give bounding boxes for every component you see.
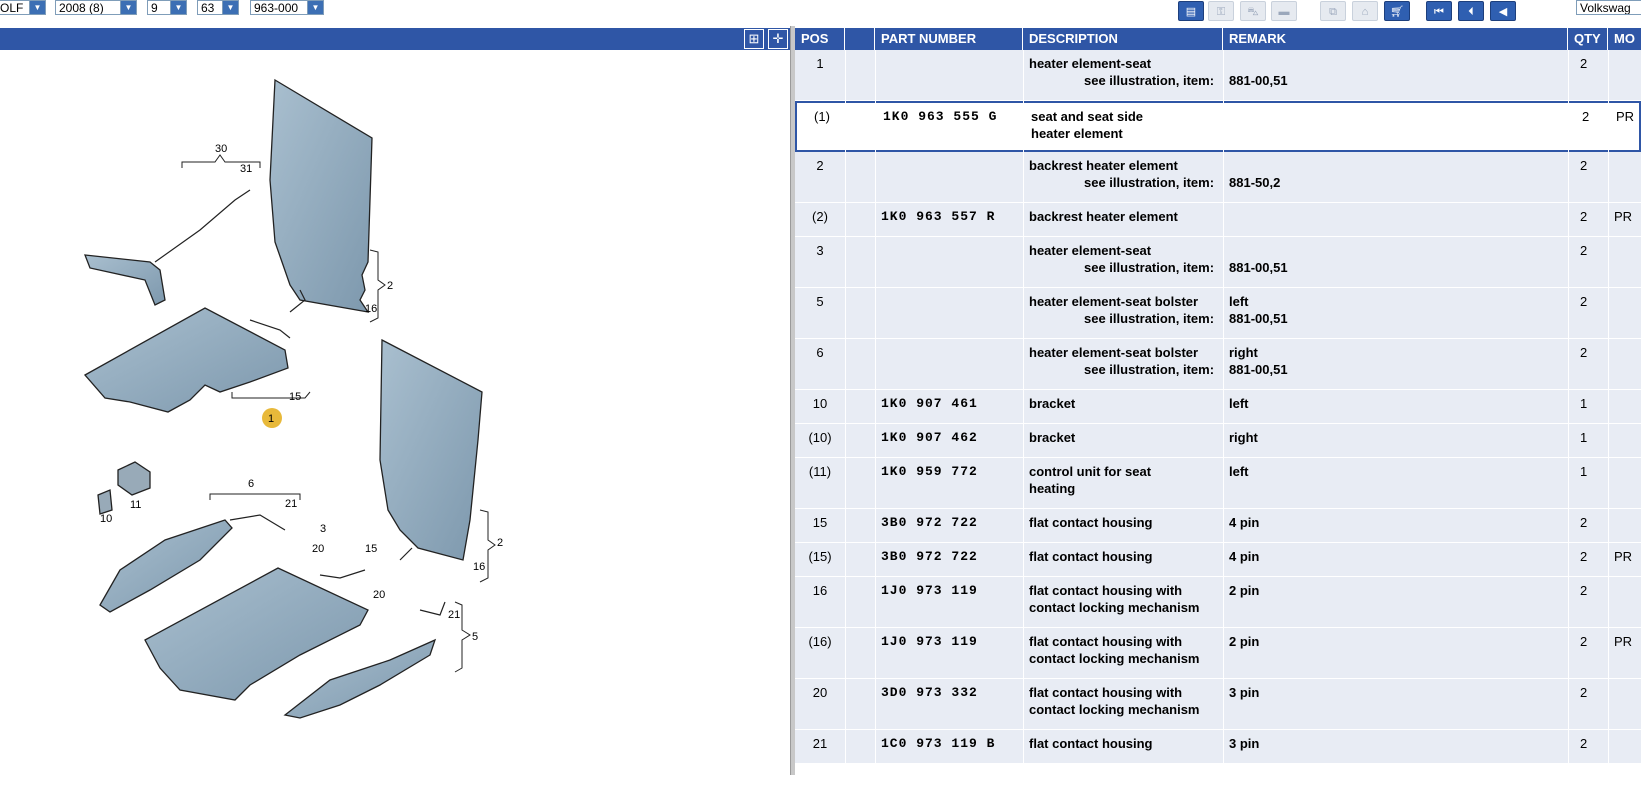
qty-cell: 2 bbox=[1580, 209, 1588, 224]
description-cell bbox=[1023, 684, 1223, 718]
illustration-reference[interactable]: 881-00,51 bbox=[1229, 73, 1288, 88]
table-row[interactable] bbox=[795, 339, 1641, 390]
description-cell bbox=[1023, 157, 1223, 191]
remark-cell bbox=[1223, 242, 1568, 276]
callout-label: 31 bbox=[240, 163, 253, 175]
table-row[interactable] bbox=[795, 203, 1641, 237]
remark-line: right bbox=[1229, 345, 1258, 360]
qty-cell: 2 bbox=[1580, 345, 1588, 360]
seat-bolster-left bbox=[100, 520, 232, 612]
model-cell: PR bbox=[1614, 549, 1633, 564]
part-number-cell: 3D0 973 332 bbox=[881, 685, 978, 700]
description-line-2: contact locking mechanism bbox=[1029, 702, 1200, 717]
remark-line bbox=[1229, 208, 1568, 225]
table-header bbox=[795, 28, 1641, 50]
illustration-select[interactable]: 963-000 ▼ bbox=[250, 0, 324, 15]
qty-cell: 1 bbox=[1580, 396, 1588, 411]
parts-illustration bbox=[0, 50, 790, 775]
description-cell bbox=[1023, 633, 1223, 667]
qty-cell: 2 bbox=[1580, 549, 1588, 564]
see-illustration-text: see illustration, item: bbox=[1084, 73, 1215, 88]
col-model[interactable]: MO bbox=[1614, 31, 1635, 46]
key-button[interactable] bbox=[1208, 1, 1234, 21]
description-line: bracket bbox=[1029, 396, 1076, 411]
illustration-header bbox=[0, 28, 790, 50]
part-number-cell: 3B0 972 722 bbox=[881, 549, 978, 564]
skip-back-icon: ⏴ bbox=[1468, 6, 1474, 18]
col-description[interactable]: DESCRIPTION bbox=[1023, 28, 1223, 50]
remark-cell bbox=[1223, 548, 1568, 565]
description-cell bbox=[1023, 242, 1223, 276]
compare-icon: ⧉ bbox=[1329, 6, 1337, 18]
column-divider bbox=[1023, 50, 1024, 803]
car-icon: ⛍ bbox=[1247, 6, 1259, 18]
see-illustration-text: see illustration, item: bbox=[1084, 362, 1215, 377]
description-line-2: heater element bbox=[1031, 126, 1123, 141]
remark-cell bbox=[1223, 514, 1568, 531]
description-line-2: contact locking mechanism bbox=[1029, 600, 1200, 615]
remark-line bbox=[1229, 242, 1568, 259]
pos-cell: 10 bbox=[812, 396, 828, 411]
table-row[interactable] bbox=[795, 288, 1641, 339]
pos-cell: (10) bbox=[808, 430, 832, 445]
table-row[interactable] bbox=[795, 628, 1641, 679]
qty-cell: 1 bbox=[1580, 430, 1588, 445]
remark-cell bbox=[1223, 157, 1568, 191]
table-row[interactable] bbox=[795, 50, 1641, 101]
callout-label: 20 bbox=[373, 589, 386, 601]
description-line: backrest heater element bbox=[1029, 209, 1178, 224]
model-cell: PR bbox=[1614, 209, 1633, 224]
backrest-heater-panel-2 bbox=[380, 340, 482, 560]
col-qty[interactable]: QTY bbox=[1568, 28, 1608, 50]
remark-cell bbox=[1223, 684, 1568, 701]
vehicle-button[interactable] bbox=[1240, 1, 1266, 21]
pos-cell: (16) bbox=[808, 634, 832, 649]
col-remark[interactable]: REMARK bbox=[1223, 28, 1568, 50]
illustration-reference[interactable]: 881-50,2 bbox=[1229, 175, 1281, 190]
table-row[interactable] bbox=[795, 679, 1641, 730]
description-line: bracket bbox=[1029, 430, 1076, 445]
callout-label: 2 bbox=[497, 537, 504, 549]
callout-label: 2 bbox=[387, 280, 394, 292]
see-illustration-text: see illustration, item: bbox=[1084, 175, 1215, 190]
model-cell: PR bbox=[1614, 634, 1633, 649]
col-blank[interactable] bbox=[845, 28, 875, 50]
see-illustration-text: see illustration, item: bbox=[1084, 311, 1215, 326]
callout-label: 20 bbox=[312, 543, 325, 555]
description-cell bbox=[1023, 582, 1223, 616]
brand-select[interactable]: Volkswag bbox=[1576, 0, 1641, 15]
description-line: heater element-seat bolster bbox=[1029, 345, 1199, 360]
cart-icon: 🛒︎ bbox=[1390, 6, 1404, 18]
toggle-layout-button[interactable] bbox=[744, 29, 764, 49]
illustration-reference[interactable]: 881-00,51 bbox=[1229, 260, 1288, 275]
see-illustration-text: see illustration, item: bbox=[1084, 260, 1215, 275]
table-row[interactable] bbox=[795, 101, 1641, 152]
callout-label: 30 bbox=[215, 143, 228, 155]
description-line: flat contact housing bbox=[1029, 736, 1153, 751]
remark-line: right bbox=[1229, 430, 1258, 445]
key-icon: ⚿ bbox=[1216, 6, 1226, 18]
part-number-cell: 1K0 963 557 R bbox=[881, 209, 996, 224]
description-line: seat and seat side bbox=[1031, 109, 1143, 124]
description-cell bbox=[1023, 548, 1223, 565]
description-line: flat contact housing with bbox=[1029, 634, 1183, 649]
remark-line: 4 pin bbox=[1229, 515, 1260, 530]
home-icon: ⌂ bbox=[1361, 6, 1369, 18]
illustration-reference[interactable]: 881-00,51 bbox=[1229, 311, 1288, 326]
chevron-down-icon: ▼ bbox=[120, 1, 136, 14]
description-cell bbox=[1023, 735, 1223, 752]
description-line: control unit for seat bbox=[1029, 464, 1152, 479]
callout-label: 15 bbox=[289, 391, 302, 403]
description-line: backrest heater element bbox=[1029, 158, 1178, 173]
sub-group-select[interactable]: 63 ▼ bbox=[197, 0, 239, 15]
top-toolbar bbox=[0, 0, 1641, 26]
wiring-harness-strip bbox=[85, 255, 165, 305]
description-line: heater element-seat bbox=[1029, 56, 1152, 71]
qty-cell: 2 bbox=[1582, 109, 1590, 124]
description-cell bbox=[1023, 429, 1223, 446]
description-cell bbox=[1023, 463, 1223, 497]
remark-line bbox=[1229, 55, 1568, 72]
qty-cell: 2 bbox=[1580, 294, 1588, 309]
column-divider bbox=[845, 50, 846, 803]
pos-cell: 3 bbox=[816, 243, 824, 258]
year-select[interactable]: 2008 (8) ▼ bbox=[55, 0, 137, 15]
description-line: flat contact housing bbox=[1029, 549, 1153, 564]
pos-cell: 20 bbox=[812, 685, 828, 700]
pos-cell: 5 bbox=[816, 294, 824, 309]
minus-icon: ▬ bbox=[1278, 6, 1290, 18]
part-number-cell: 1K0 907 461 bbox=[881, 396, 978, 411]
qty-cell: 2 bbox=[1580, 56, 1588, 71]
description-line: flat contact housing with bbox=[1029, 685, 1183, 700]
remove-button[interactable] bbox=[1271, 1, 1297, 21]
callout-label: 21 bbox=[448, 609, 461, 621]
part-number-cell: 1J0 973 119 bbox=[881, 634, 978, 649]
remark-cell bbox=[1223, 735, 1568, 752]
description-cell bbox=[1025, 108, 1225, 142]
list-view-button[interactable] bbox=[1178, 1, 1204, 21]
remark-cell bbox=[1223, 633, 1568, 650]
first-page-button[interactable] bbox=[1426, 1, 1452, 21]
pos-cell: (11) bbox=[808, 464, 832, 479]
qty-cell: 2 bbox=[1580, 685, 1588, 700]
layout-icon: ⊞ bbox=[748, 31, 760, 46]
qty-cell: 2 bbox=[1580, 243, 1588, 258]
list-icon: ▤ bbox=[1185, 6, 1197, 18]
col-part-number[interactable]: PART NUMBER bbox=[875, 28, 1023, 50]
compare-button[interactable] bbox=[1320, 1, 1346, 21]
part-number-cell: 1K0 963 555 G bbox=[883, 109, 998, 124]
remark-cell bbox=[1223, 429, 1568, 446]
remark-line: 3 pin bbox=[1229, 736, 1260, 751]
home-button[interactable] bbox=[1352, 1, 1378, 21]
move-icon: ✛ bbox=[772, 31, 784, 46]
cart-button[interactable] bbox=[1384, 1, 1410, 21]
remark-line: 3 pin bbox=[1229, 685, 1260, 700]
qty-cell: 2 bbox=[1580, 515, 1588, 530]
control-unit bbox=[118, 462, 150, 495]
first-page-icon: ⏮ bbox=[1434, 6, 1444, 18]
pos-cell: 6 bbox=[816, 345, 824, 360]
table-row[interactable] bbox=[795, 390, 1641, 424]
pos-cell: 21 bbox=[812, 736, 828, 751]
remark-cell bbox=[1223, 55, 1568, 89]
description-line: heater element-seat bolster bbox=[1029, 294, 1199, 309]
column-divider bbox=[1608, 50, 1609, 803]
column-divider bbox=[1568, 50, 1569, 803]
pos-cell: 15 bbox=[812, 515, 828, 530]
description-cell bbox=[1023, 344, 1223, 378]
pos-cell: (2) bbox=[812, 209, 828, 224]
previous-item-button[interactable] bbox=[1458, 1, 1484, 21]
callout-label: 3 bbox=[320, 523, 327, 535]
description-cell bbox=[1023, 395, 1223, 412]
callout-label: 10 bbox=[100, 513, 113, 525]
wire bbox=[420, 602, 445, 615]
remark-line bbox=[1231, 108, 1570, 125]
table-row[interactable] bbox=[795, 458, 1641, 509]
table-row[interactable] bbox=[795, 730, 1641, 764]
description-cell bbox=[1023, 514, 1223, 531]
qty-cell: 2 bbox=[1580, 583, 1588, 598]
chevron-down-icon: ▼ bbox=[307, 1, 323, 14]
col-pos[interactable]: POS bbox=[795, 28, 845, 50]
chevron-down-icon: ▼ bbox=[170, 1, 186, 14]
pos-cell: 2 bbox=[816, 158, 824, 173]
table-row[interactable] bbox=[795, 577, 1641, 628]
remark-line: 2 pin bbox=[1229, 583, 1260, 598]
remark-cell bbox=[1223, 582, 1568, 599]
callout-label: 21 bbox=[285, 498, 298, 510]
wire bbox=[230, 515, 285, 530]
description-line-2: contact locking mechanism bbox=[1029, 651, 1200, 666]
remark-cell bbox=[1223, 293, 1568, 327]
remark-cell bbox=[1225, 108, 1570, 125]
expand-button[interactable] bbox=[768, 29, 788, 49]
qty-cell: 2 bbox=[1580, 634, 1588, 649]
pos-cell: (1) bbox=[814, 109, 830, 124]
model-select[interactable]: OLF ▼ bbox=[0, 0, 46, 15]
table-row[interactable] bbox=[795, 543, 1641, 577]
bracket bbox=[98, 490, 112, 514]
remark-cell bbox=[1223, 208, 1568, 225]
part-number-cell: 1J0 973 119 bbox=[881, 583, 978, 598]
qty-cell: 2 bbox=[1580, 158, 1588, 173]
part-number-cell: 1K0 959 772 bbox=[881, 464, 978, 479]
remark-cell bbox=[1223, 463, 1568, 480]
seat-heater-exploded-view bbox=[0, 50, 790, 775]
remark-line: 2 pin bbox=[1229, 634, 1260, 649]
column-divider bbox=[875, 50, 876, 803]
column-divider bbox=[1223, 50, 1224, 803]
model-cell: PR bbox=[1616, 109, 1635, 124]
description-line: flat contact housing bbox=[1029, 515, 1153, 530]
pos-cell: 16 bbox=[812, 583, 828, 598]
triangle-left-icon: ◀ bbox=[1498, 6, 1508, 18]
remark-cell bbox=[1223, 344, 1568, 378]
back-button[interactable] bbox=[1490, 1, 1516, 21]
illustration-reference[interactable]: 881-00,51 bbox=[1229, 362, 1288, 377]
main-group-select[interactable]: 9 ▼ bbox=[147, 0, 187, 15]
description-line-2: heating bbox=[1029, 481, 1076, 496]
description-cell bbox=[1023, 208, 1223, 225]
chevron-down-icon: ▼ bbox=[222, 1, 238, 14]
qty-cell: 1 bbox=[1580, 464, 1588, 479]
callout-label: 15 bbox=[365, 543, 378, 555]
wire bbox=[155, 190, 250, 262]
wire bbox=[320, 570, 365, 578]
callout-label: 6 bbox=[248, 478, 255, 490]
table-row[interactable] bbox=[795, 424, 1641, 458]
table-row[interactable] bbox=[795, 152, 1641, 203]
callout-label: 16 bbox=[365, 303, 378, 315]
wire bbox=[400, 548, 412, 560]
callout-label: 5 bbox=[472, 631, 479, 643]
callout-label: 16 bbox=[473, 561, 486, 573]
remark-cell bbox=[1223, 395, 1568, 412]
part-number-cell: 1K0 907 462 bbox=[881, 430, 978, 445]
remark-line: left bbox=[1229, 464, 1249, 479]
description-line: flat contact housing with bbox=[1029, 583, 1183, 598]
part-number-cell: 1C0 973 119 B bbox=[881, 736, 996, 751]
description-line: heater element-seat bbox=[1029, 243, 1152, 258]
highlight-label: 1 bbox=[268, 413, 275, 425]
table-row[interactable] bbox=[795, 237, 1641, 288]
description-cell bbox=[1023, 55, 1223, 89]
remark-line: left bbox=[1229, 294, 1249, 309]
table-row[interactable] bbox=[795, 509, 1641, 543]
remark-line bbox=[1229, 157, 1568, 174]
remark-line: left bbox=[1229, 396, 1249, 411]
seat-heater-pad bbox=[85, 308, 288, 412]
chevron-down-icon: ▼ bbox=[29, 1, 45, 14]
remark-line: 4 pin bbox=[1229, 549, 1260, 564]
pos-cell: 1 bbox=[816, 56, 824, 71]
backrest-heater-panel bbox=[270, 80, 372, 312]
part-number-cell: 3B0 972 722 bbox=[881, 515, 978, 530]
pos-cell: (15) bbox=[808, 549, 832, 564]
description-cell bbox=[1023, 293, 1223, 327]
callout-label: 11 bbox=[130, 499, 142, 511]
qty-cell: 2 bbox=[1580, 736, 1588, 751]
